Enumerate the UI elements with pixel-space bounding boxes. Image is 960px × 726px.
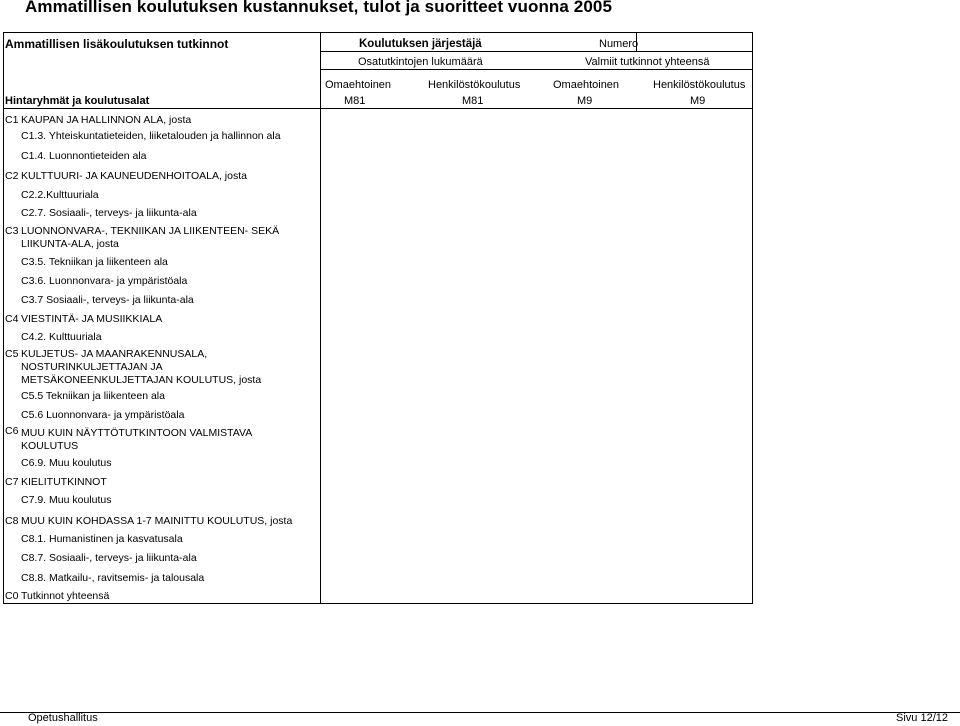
row-label: KULTTUURI- JA KAUNEUDENHOITOALA, josta (21, 170, 247, 182)
row-label: C5.6 Luonnonvara- ja ympäristöala (21, 409, 185, 421)
grid-line (320, 51, 753, 52)
row-code-c7: C7 (5, 476, 19, 488)
row-label: C6.9. Muu koulutus (21, 457, 112, 469)
grid-line (3, 32, 4, 604)
row-label: C3.5. Tekniikan ja liikenteen ala (21, 256, 168, 268)
row-code-c6: C6 (5, 425, 19, 437)
row-label: C8.1. Humanistinen ja kasvatusala (21, 533, 183, 545)
grid-line (3, 108, 753, 109)
row-label: KOULUTUS (21, 440, 79, 452)
row-code-c1: C1 (5, 114, 19, 126)
footer-publisher: Opetushallitus (28, 712, 98, 724)
row-label: KAUPAN JA HALLINNON ALA, josta (21, 114, 192, 126)
col-4-type: Henkilöstökoulutus (653, 79, 746, 91)
row-code-c0: C0 (5, 590, 19, 602)
grid-line (3, 603, 753, 604)
row-label: C1.3. Yhteiskuntatieteiden, liiketalouden ja hallinnon ala (21, 130, 281, 142)
col-1-type: Omaehtoinen (325, 79, 392, 91)
row-label: C2.7. Sosiaali-, terveys- ja liikunta-ala (21, 207, 197, 219)
row-label: NOSTURINKULJETTAJAN JA (21, 361, 163, 373)
row-label: C2.2.Kulttuuriala (21, 189, 99, 201)
row-label: C3.6. Luonnonvara- ja ympäristöala (21, 275, 188, 287)
row-label: MUU KUIN KOHDASSA 1-7 MAINITTU KOULUTUS, josta (21, 515, 293, 527)
row-label: MUU KUIN NÄYTTÖTUTKINTOON VALMISTAVA (21, 427, 253, 439)
row-label: C1.4. Luonnontieteiden ala (21, 150, 147, 162)
row-label: KULJETUS- JA MAANRAKENNUSALA, (21, 348, 208, 360)
row-code-c8: C8 (5, 515, 19, 527)
grid-line (636, 32, 637, 52)
col-3-type: Omaehtoinen (553, 79, 620, 91)
footer-divider (0, 712, 960, 713)
col-2-code: M81 (462, 95, 484, 107)
row-label: LIIKUNTA-ALA, josta (21, 238, 119, 250)
organizer-label: Koulutuksen järjestäjä (359, 38, 482, 50)
row-header: Hintaryhmät ja koulutusalat (5, 95, 150, 107)
col-3-code: M9 (577, 95, 593, 107)
row-label: C5.5 Tekniikan ja liikenteen ala (21, 390, 165, 402)
row-label: KIELITUTKINNOT (21, 476, 107, 488)
page-number: Sivu 12/12 (896, 712, 948, 724)
row-label: C8.8. Matkailu-, ravitsemis- ja talousala (21, 572, 205, 584)
completed-label: Valmiit tutkinnot yhteensä (585, 56, 710, 68)
col-2-type: Henkilöstökoulutus (428, 79, 521, 91)
grid-line (3, 32, 753, 33)
row-label: METSÄKONEENKULJETTAJAN KOULUTUS, josta (21, 374, 262, 386)
row-code-c5: C5 (5, 348, 19, 360)
row-label-total: Tutkinnot yhteensä (21, 590, 110, 602)
section-title: Ammatillisen lisäkoulutuksen tutkinnot (5, 37, 229, 51)
row-label: C4.2. Kulttuuriala (21, 331, 102, 343)
row-code-c3: C3 (5, 225, 19, 237)
grid-line (320, 69, 753, 70)
row-label: C7.9. Muu koulutus (21, 494, 112, 506)
count-label: Osatutkintojen lukumäärä (358, 56, 483, 68)
row-label: LUONNONVARA-, TEKNIIKAN JA LIIKENTEEN- SEKÄ (21, 225, 280, 237)
grid-line (752, 32, 753, 604)
row-code-c4: C4 (5, 313, 19, 325)
col-1-code: M81 (344, 95, 366, 107)
page-title: Ammatillisen koulutuksen kustannukset, tulot ja suoritteet vuonna 2005 (25, 0, 613, 16)
row-label: VIESTINTÄ- JA MUSIIKKIALA (21, 313, 163, 325)
row-label: C3.7 Sosiaali-, terveys- ja liikunta-ala (21, 294, 194, 306)
number-label: Numero (599, 38, 639, 50)
row-code-c2: C2 (5, 170, 19, 182)
row-label: C8.7. Sosiaali-, terveys- ja liikunta-ala (21, 552, 197, 564)
col-4-code: M9 (690, 95, 706, 107)
grid-line (320, 32, 321, 604)
